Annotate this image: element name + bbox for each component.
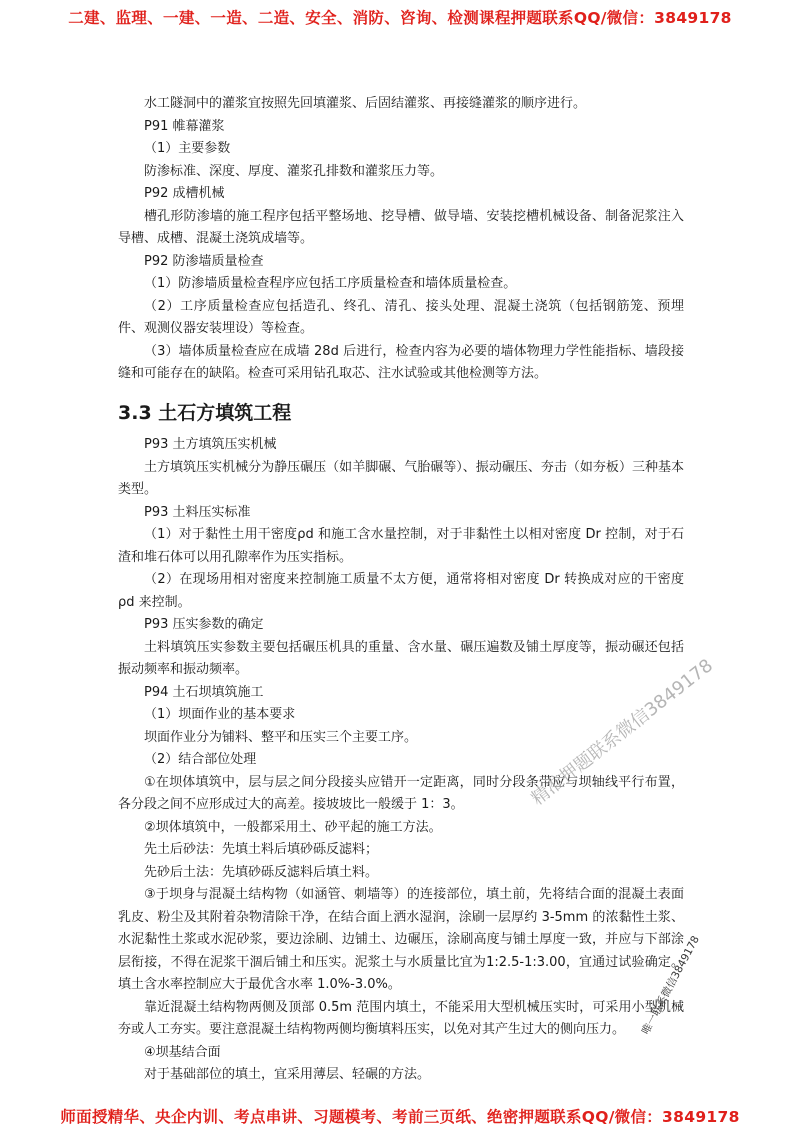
list-item: （2）工序质量检查应包括造孔、终孔、清孔、接头处理、混凝土浇筑（包括钢筋笼、预埋件、观测仪器安装埋设）等检查。 (118, 298, 684, 336)
document-body (118, 93, 684, 1087)
footer-banner: 师面授精华、央企内训、考点串讲、习题模考、考前三页纸、绝密押题联系QQ/微信：3849178 (60, 1108, 740, 1126)
watermark-small: 唯一联系微信3849178 (639, 934, 702, 1037)
paragraph: 坝面作业分为铺料、整平和压实三个主要工序。 (144, 729, 418, 745)
paragraph: 先土后砂法：先填土料后填砂砾反滤料； (144, 842, 379, 857)
list-item: ④坝基结合面 (144, 1044, 221, 1060)
list-item: （1）主要参数 (144, 141, 231, 156)
list-item: ③于坝身与混凝土结构物（如涵管、刺墙等）的连接部位，填土前，先将结合面的混凝土表面乳皮、粉尘及其附着杂物清除干净，在结合面上洒水湿润，涂刷一层厚约 3-5mm 的浓黏性土浆、水泥黏性土浆或水泥砂浆，要边涂刷、边铺土、边碾压，涂刷高度与铺土厚度一致，并应与下部涂层衔接，不得在泥浆干涸后铺土和压实。泥浆土与水质量比宜为1:2.5-1:3.00，宜通过试验确定。填土含水率控制应大于最优含水率 1.0%-3.0%。 (118, 887, 684, 992)
section-label: P93 压实参数的确定 (144, 617, 264, 632)
list-item: （1）对于黏性土用干密度ρd 和施工含水量控制，对于非黏性土以相对密度 Dr 控制，对于石渣和堆石体可以用孔隙率作为压实指标。 (118, 527, 684, 565)
paragraph: 土料填筑压实参数主要包括碾压机具的重量、含水量、碾压遍数及铺土厚度等，振动碾还包括振动频率和振动频率。 (118, 639, 684, 677)
section-label: P93 土料压实标准 (144, 504, 251, 520)
list-item: （1）防渗墙质量检查程序应包括工序质量检查和墙体质量检查。 (144, 276, 517, 291)
section-label: P92 成槽机械 (144, 186, 225, 201)
paragraph: 靠近混凝土结构物两侧及顶部 0.5m 范围内填土，不能采用大型机械压实时，可采用小型机械夯或人工夯实。要注意混凝土结构物两侧均衡填料压实，以免对其产生过大的侧向压力。 (118, 999, 684, 1037)
section-label: P91 帷幕灌浆 (144, 118, 225, 134)
paragraph: 对于基础部位的填土，宜采用薄层、轻碾的方法。 (144, 1067, 431, 1082)
list-item: （3）墙体质量检查应在成墙 28d 后进行，检查内容为必要的墙体物理力学性能指标、墙段接缝和可能存在的缺陷。检查可采用钻孔取芯、注水试验或其他检测等方法。 (118, 343, 684, 381)
paragraph: 防渗标准、深度、厚度、灌浆孔排数和灌浆压力等。 (144, 163, 444, 179)
paragraph: 槽孔形防渗墙的施工程序包括平整场地、挖导槽、做导墙、安装挖槽机械设备、制备泥浆注入导槽、成槽、混凝土浇筑成墙等。 (118, 208, 684, 246)
section-label: P93 土方填筑压实机械 (144, 437, 277, 452)
watermark-diagonal: 精准押题联系微信3849178 (527, 655, 718, 810)
list-item: （2）结合部位处理 (144, 752, 257, 767)
paragraph: 土方填筑压实机械分为静压碾压（如羊脚碾、气胎碾等）、振动碾压、夯击（如夯板）三种基本类型。 (118, 459, 684, 497)
chapter-heading: 3.3 土石方填筑工程 (118, 401, 292, 424)
list-item: （1）坝面作业的基本要求 (144, 707, 296, 722)
list-item: ①在坝体填筑中，层与层之间分段接头应错开一定距离，同时分段条带应与坝轴线平行布置，各分段之间不应形成过大的高差。接坡坡比一般缓于 1：3。 (118, 774, 684, 812)
paragraph: 先砂后土法：先填砂砾反滤料后填土料。 (144, 864, 379, 880)
paragraph: 水工隧洞中的灌浆宜按照先回填灌浆、后固结灌浆、再接缝灌浆的顺序进行。 (144, 96, 587, 111)
list-item: （2）在现场用相对密度来控制施工质量不太方便，通常将相对密度 Dr 转换成对应的干密度ρd 来控制。 (118, 572, 684, 610)
section-label: P94 土石坝填筑施工 (144, 684, 264, 700)
list-item: ②坝体填筑中，一般都采用土、砂平起的施工方法。 (144, 819, 442, 835)
header-banner: 二建、监理、一建、一造、二造、安全、消防、咨询、检测课程押题联系QQ/微信：3849178 (68, 9, 732, 27)
section-label: P92 防渗墙质量检查 (144, 253, 264, 269)
